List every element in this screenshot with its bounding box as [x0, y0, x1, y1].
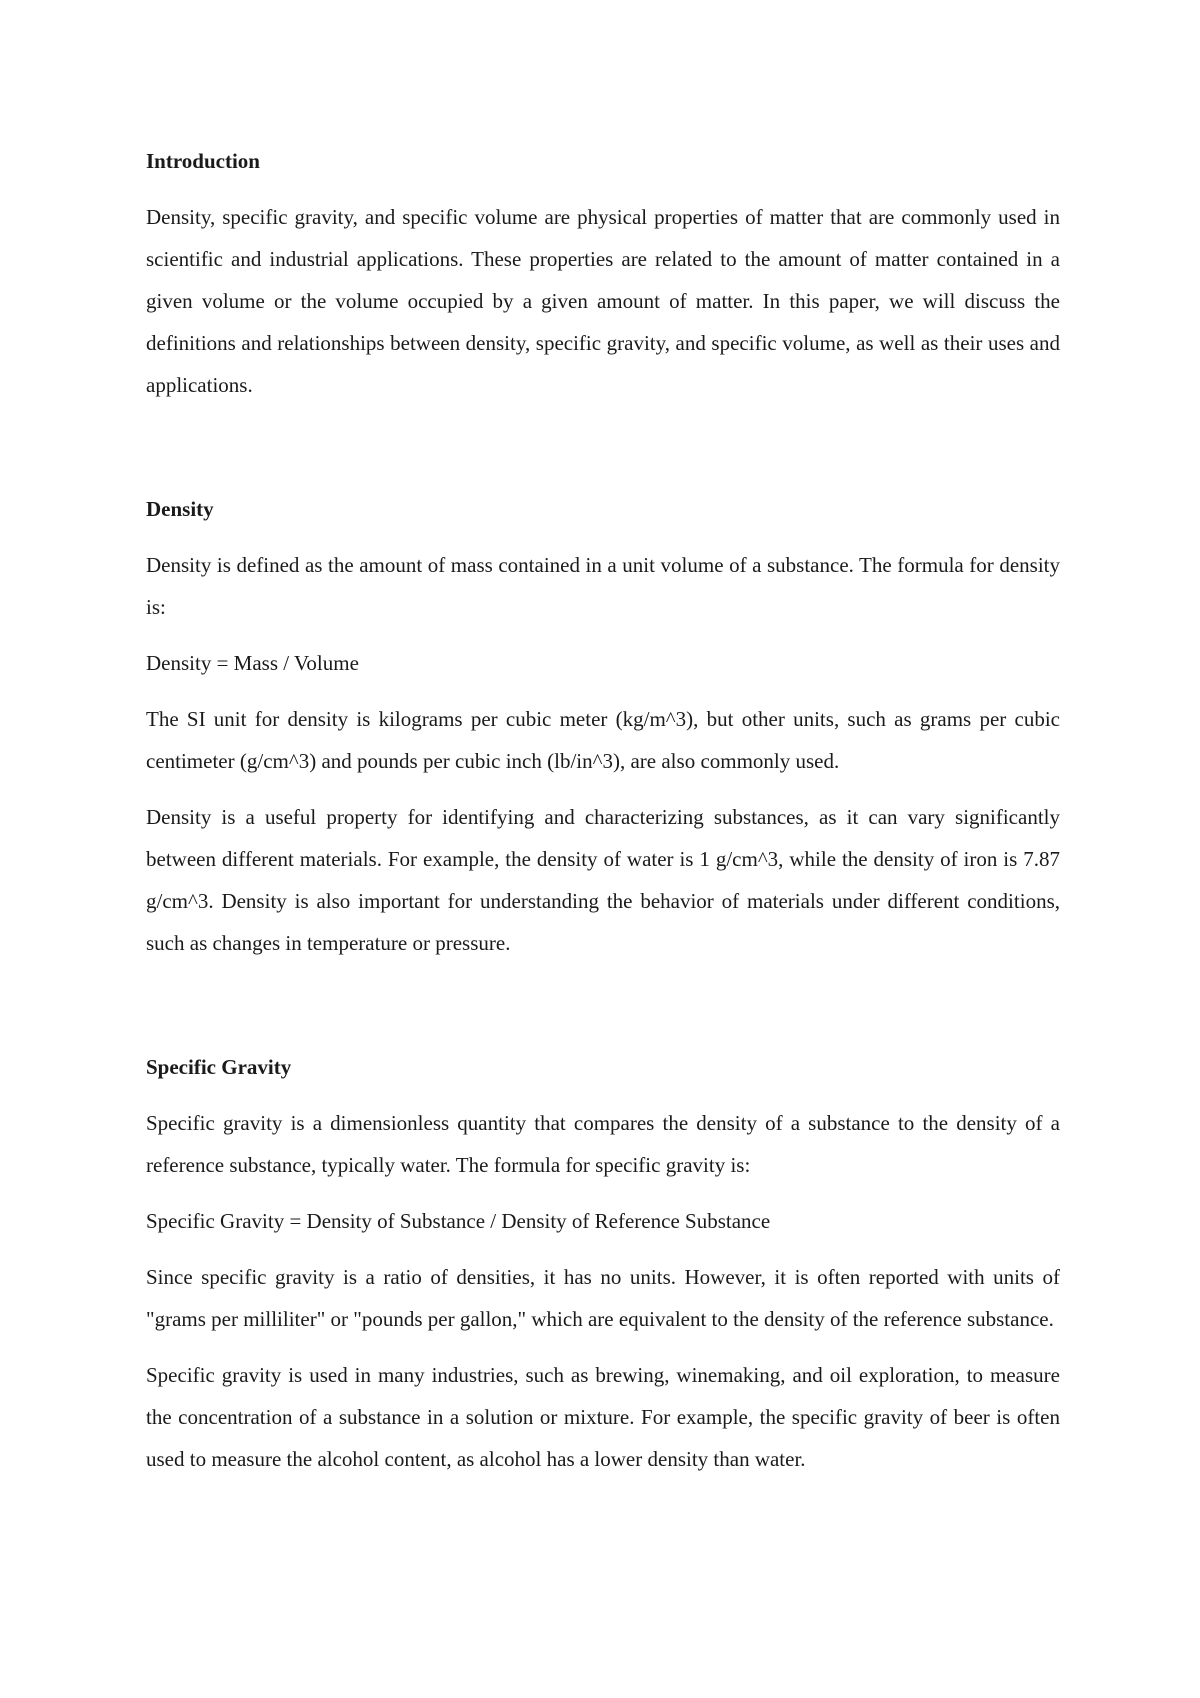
paragraph: The SI unit for density is kilograms per cubic meter (kg/m^3), but other units, such as grams per cubic centimeter (g/cm^3) and pounds per cubic inch (lb/in^3), are also commonly used. [146, 707, 1060, 773]
section-heading: Density [146, 497, 214, 521]
formula-line: Density = Mass / Volume [146, 651, 359, 675]
section-spacer [146, 978, 1060, 1046]
section-specific-gravity [146, 1046, 1060, 1480]
paragraph: Density is defined as the amount of mass contained in a unit volume of a substance. The formula for density is: [146, 553, 1060, 619]
paragraph: Since specific gravity is a ratio of densities, it has no units. However, it is often reported with units of "grams per milliliter" or "pounds per gallon," which are equivalent to the density of the reference substance. [146, 1265, 1060, 1331]
section-introduction [146, 140, 1060, 406]
paragraph: Specific gravity is used in many industries, such as brewing, winemaking, and oil exploration, to measure the concentration of a substance in a solution or mixture. For example, the specific gravity of beer is often used to measure the alcohol content, as alcohol has a lower density than water. [146, 1363, 1060, 1471]
paragraph: Density is a useful property for identifying and characterizing substances, as it can vary significantly between different materials. For example, the density of water is 1 g/cm^3, while the density of iron is 7.87 g/cm^3. Density is also important for understanding the behavior of materials under different conditions, such as changes in temperature or pressure. [146, 805, 1060, 955]
paragraph: Specific gravity is a dimensionless quantity that compares the density of a substance to the density of a reference substance, typically water. The formula for specific gravity is: [146, 1111, 1060, 1177]
section-heading: Specific Gravity [146, 1055, 292, 1079]
document-page [146, 140, 1060, 1494]
section-density [146, 488, 1060, 964]
section-heading: Introduction [146, 149, 260, 173]
paragraph: Density, specific gravity, and specific volume are physical properties of matter that are commonly used in scientific and industrial applications. These properties are related to the amount of matter contained in a given volume or the volume occupied by a given amount of matter. In this paper, we will discuss the definitions and relationships between density, specific gravity, and specific volume, as well as their uses and applications. [146, 205, 1060, 397]
formula-line: Specific Gravity = Density of Substance / Density of Reference Substance [146, 1209, 771, 1233]
section-spacer [146, 420, 1060, 488]
